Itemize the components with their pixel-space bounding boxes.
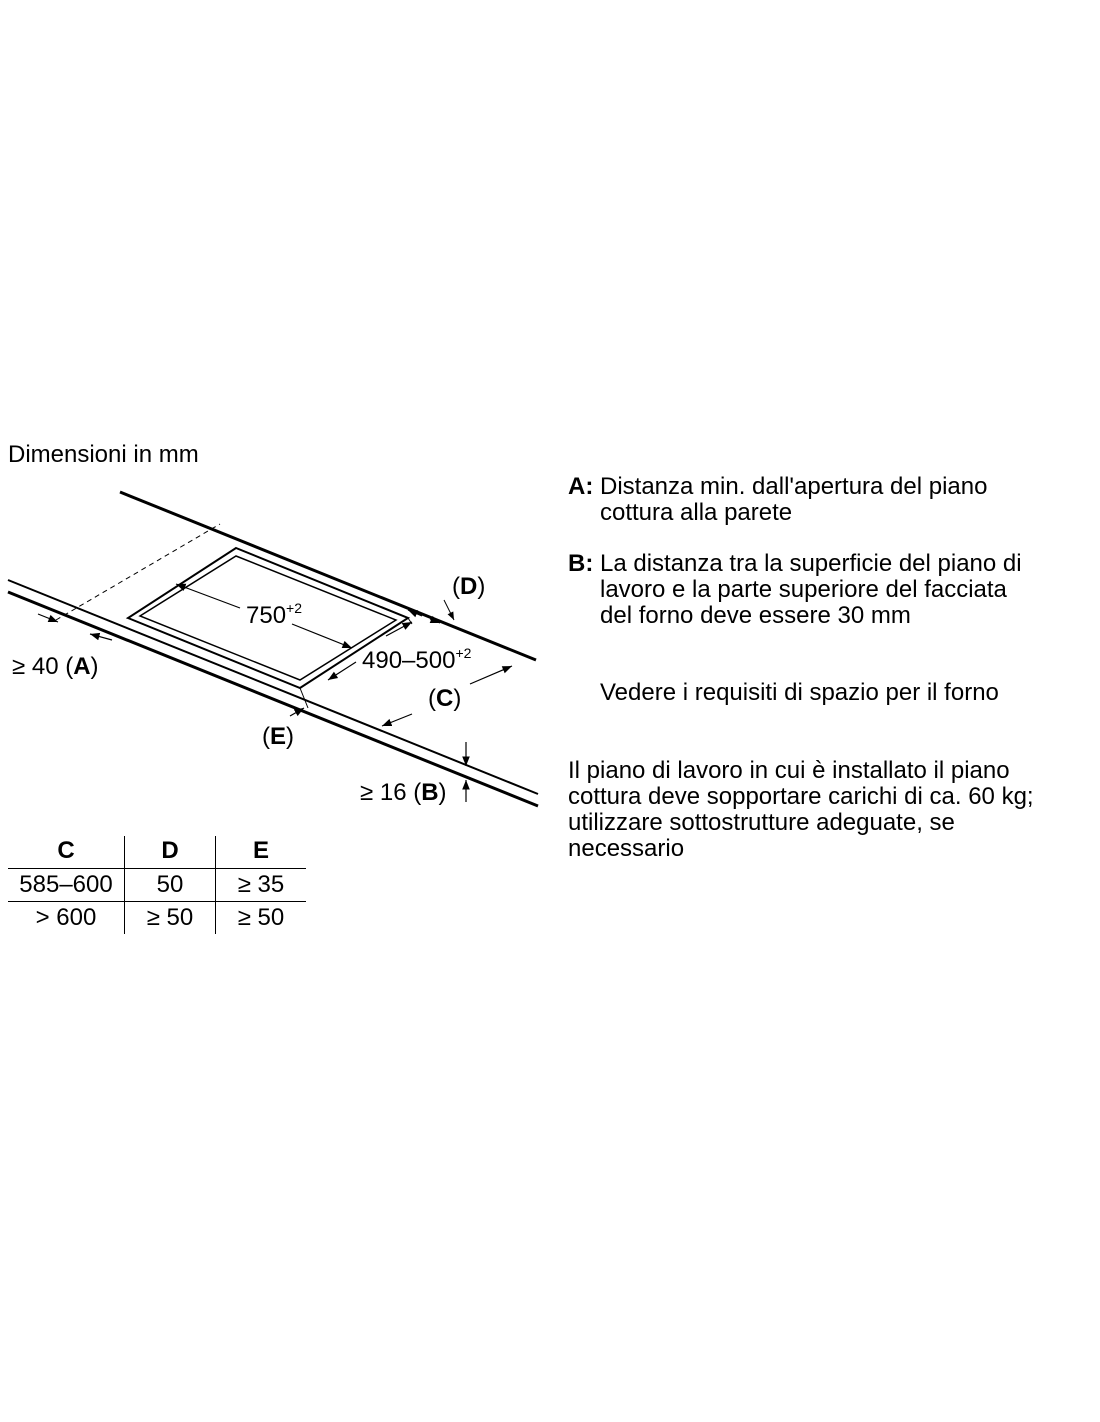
load-note-line: cottura deve sopportare carichi di ca. 60 kg; [568, 783, 1034, 810]
table-cell: ≥ 50 [216, 902, 307, 935]
table-header-e: E [216, 836, 307, 869]
table-cell: 585–600 [8, 869, 125, 902]
load-note-line: Il piano di lavoro in cui è installato il piano [568, 757, 1010, 784]
dim-c-arrow-front [382, 714, 412, 726]
oven-space-note: Vedere i requisiti di spazio per il forno [600, 679, 999, 706]
legend-text-b-line: del forno deve essere 30 mm [600, 602, 911, 629]
dim-c-arrow-back [470, 666, 512, 684]
dim-a-arrow-right [90, 634, 112, 640]
table-header-c: C [8, 836, 125, 869]
label-e: (E) [262, 723, 295, 750]
load-note-line: necessario [568, 835, 685, 862]
dim-750-label: $750^{+2}$ [246, 600, 303, 629]
label-a: ≥ 40 (A) [12, 653, 99, 680]
table-row [8, 869, 306, 902]
load-note [568, 758, 1088, 862]
table-cell: 50 [125, 869, 216, 902]
legend-text-a-line: cottura alla parete [600, 499, 793, 526]
table-cell: ≥ 50 [125, 902, 216, 935]
dashed-reference-line [56, 524, 220, 620]
dim-490-label: $490-500^{+2}$ [362, 645, 472, 674]
cutout-diagram [0, 480, 560, 820]
dim-750-arrow-right [292, 624, 352, 648]
table-header-d: D [125, 836, 216, 869]
legend-item-b [568, 551, 1088, 629]
table-cell: ≥ 35 [216, 869, 307, 902]
legend-key-a: A: [568, 473, 594, 500]
dim-a-arrow-left [38, 614, 58, 622]
dim-750-arrow-left [176, 584, 240, 608]
legend-key-b: B: [568, 550, 594, 577]
legend-item-a [568, 474, 1088, 526]
table-row [8, 902, 306, 935]
dim-d-leader-line [444, 600, 454, 620]
legend-text-b-line: lavoro e la parte superiore del facciata [600, 576, 1007, 603]
dim-490-arrow-bottom [328, 662, 356, 680]
table-cell: > 600 [35, 904, 97, 931]
load-note-line: utilizzare sottostrutture adeguate, se [568, 809, 955, 836]
legend-text-a-line: Distanza min. dall'apertura del piano [600, 473, 988, 500]
legend-text-b-line: La distanza tra la superficie del piano di [600, 550, 1022, 577]
label-c: (C) [428, 685, 462, 712]
label-b: ≥ 16 (B) [360, 779, 447, 806]
label-d: (D) [452, 573, 486, 600]
dimensions-title: Dimensioni in mm [8, 441, 199, 468]
clearance-table [8, 836, 306, 934]
